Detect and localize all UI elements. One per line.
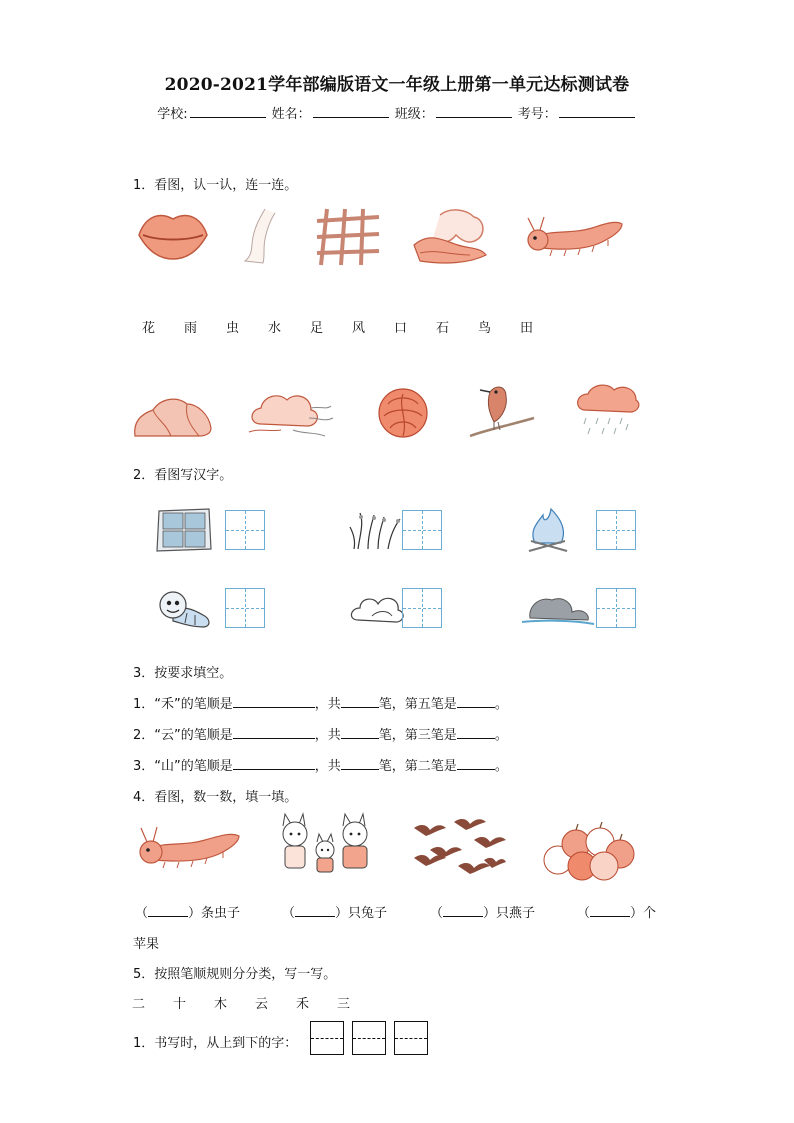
swallows-picture bbox=[408, 814, 508, 884]
wind-cloud-picture bbox=[245, 384, 335, 438]
q3-item-3-text: “山”的笔顺是 bbox=[154, 759, 233, 774]
q4-blank-caterpillar bbox=[135, 902, 240, 921]
q4-close-paren: ） bbox=[483, 906, 497, 921]
writing-grid-2[interactable] bbox=[402, 510, 442, 550]
writing-grid-4[interactable] bbox=[225, 588, 265, 628]
char-hua[interactable]: 花 bbox=[142, 321, 156, 336]
flower-picture bbox=[370, 384, 436, 442]
char-tian[interactable]: 田 bbox=[520, 321, 534, 336]
q3-item-2-number: 2． bbox=[133, 728, 155, 743]
q3-item-1-which: 第五笔是 bbox=[404, 697, 457, 712]
school-label: 学校: bbox=[157, 107, 188, 122]
q5-char-shi: 十 bbox=[173, 997, 187, 1012]
q3-item-2-count-text: ，共 bbox=[314, 728, 341, 743]
bird-picture bbox=[466, 378, 538, 440]
q5-char-he: 禾 bbox=[296, 997, 310, 1012]
student-info-row bbox=[0, 103, 794, 122]
page-title: 2020-2021学年部编版语文一年级上册第一单元达标测试卷 bbox=[164, 75, 630, 95]
stone-picture bbox=[522, 590, 594, 626]
question-5-heading: 5．按照笔顺规则分分类，写一写。 bbox=[133, 967, 337, 982]
q1-character-row bbox=[142, 317, 562, 336]
q3-item-3-unit: 笔， bbox=[378, 759, 405, 774]
q5-char-mu: 木 bbox=[214, 997, 228, 1012]
q4-caterpillar-label: 条虫子 bbox=[201, 906, 241, 921]
q3-item-1-stroke-blank[interactable] bbox=[457, 695, 495, 708]
number-label: 考号： bbox=[517, 107, 557, 122]
q3-item-2-unit: 笔， bbox=[378, 728, 405, 743]
q3-item-1-number: 1． bbox=[133, 697, 155, 712]
q4-blank-rabbit bbox=[282, 902, 387, 921]
question-3-heading: 3．按要求填空。 bbox=[133, 666, 233, 681]
q4-apple-blank[interactable] bbox=[590, 904, 630, 917]
q3-item-2-text: “云”的笔顺是 bbox=[154, 728, 233, 743]
name-blank[interactable] bbox=[313, 105, 389, 118]
q4-blank-swallow bbox=[430, 902, 535, 921]
q4-close-paren: ） bbox=[630, 906, 644, 921]
char-shui[interactable]: 水 bbox=[268, 321, 282, 336]
q4-close-paren: ） bbox=[335, 906, 349, 921]
q5-answer-box-2[interactable] bbox=[352, 1021, 386, 1055]
q4-open-paren: （ bbox=[135, 906, 149, 921]
q5-char-yun: 云 bbox=[255, 997, 269, 1012]
char-chong[interactable]: 虫 bbox=[226, 321, 240, 336]
q3-item-1-count-blank[interactable] bbox=[341, 695, 379, 708]
q3-item-2-order-blank[interactable] bbox=[233, 726, 315, 739]
class-label: 班级： bbox=[394, 107, 434, 122]
char-zu[interactable]: 足 bbox=[310, 321, 324, 336]
q4-close-paren: ） bbox=[188, 906, 202, 921]
char-kou[interactable]: 口 bbox=[394, 321, 408, 336]
char-yu[interactable]: 雨 bbox=[184, 321, 198, 336]
writing-grid-5[interactable] bbox=[402, 588, 442, 628]
leg-foot-picture bbox=[235, 205, 280, 267]
q4-swallow-label: 只燕子 bbox=[496, 906, 536, 921]
q3-item-1-count-text: ，共 bbox=[314, 697, 341, 712]
q5-char-san: 三 bbox=[337, 997, 351, 1012]
q3-item-2-stroke-blank[interactable] bbox=[457, 726, 495, 739]
q3-item-2-count-blank[interactable] bbox=[341, 726, 379, 739]
q4-apple-label: 个 bbox=[643, 906, 657, 921]
q3-item-1-order-blank[interactable] bbox=[233, 695, 315, 708]
question-1-heading: 1．看图，认一认，连一连。 bbox=[133, 178, 298, 193]
q3-item-1-unit: 笔， bbox=[378, 697, 405, 712]
q3-item-3-stroke-blank[interactable] bbox=[457, 757, 495, 770]
char-feng[interactable]: 风 bbox=[352, 321, 366, 336]
writing-grid-1[interactable] bbox=[225, 510, 265, 550]
rocks-picture bbox=[131, 388, 215, 440]
q3-item-3 bbox=[133, 755, 508, 774]
q4-wrap-text: 苹果 bbox=[133, 937, 160, 952]
q3-item-3-count-blank[interactable] bbox=[341, 757, 379, 770]
field-picture bbox=[153, 505, 215, 555]
q3-item-3-end: 。 bbox=[494, 759, 508, 774]
q4-swallow-blank[interactable] bbox=[443, 904, 483, 917]
q5-char-er: 二 bbox=[132, 997, 146, 1012]
q3-item-1-end: 。 bbox=[494, 697, 508, 712]
apples-picture bbox=[540, 820, 640, 882]
q4-blank-apple bbox=[577, 902, 656, 921]
class-blank[interactable] bbox=[436, 105, 512, 118]
cloud-picture bbox=[348, 588, 406, 628]
rice-plant-picture bbox=[350, 509, 404, 551]
q4-caterpillar-blank[interactable] bbox=[148, 904, 188, 917]
q3-item-2-which: 第三笔是 bbox=[404, 728, 457, 743]
q3-item-3-count-text: ，共 bbox=[314, 759, 341, 774]
q5-answer-box-1[interactable] bbox=[310, 1021, 344, 1055]
q4-open-paren: （ bbox=[577, 906, 591, 921]
char-niao[interactable]: 鸟 bbox=[478, 321, 492, 336]
lips-picture bbox=[135, 205, 211, 265]
q3-item-3-number: 3． bbox=[133, 759, 155, 774]
number-blank[interactable] bbox=[559, 105, 635, 118]
writing-grid-3[interactable] bbox=[596, 510, 636, 550]
q3-item-2-end: 。 bbox=[494, 728, 508, 743]
q4-open-paren: （ bbox=[430, 906, 444, 921]
q5-sub1-text: 1．书写时，从上到下的字： bbox=[133, 1036, 298, 1051]
q5-answer-box-3[interactable] bbox=[394, 1021, 428, 1055]
q3-item-3-order-blank[interactable] bbox=[233, 757, 315, 770]
q3-item-3-which: 第二笔是 bbox=[404, 759, 457, 774]
caterpillar-count-picture bbox=[135, 822, 243, 874]
q4-rabbit-blank[interactable] bbox=[295, 904, 335, 917]
question-2-heading: 2．看图写汉字。 bbox=[133, 468, 233, 483]
q3-item-1 bbox=[133, 693, 508, 712]
q3-item-2 bbox=[133, 724, 508, 743]
bug-picture bbox=[155, 585, 215, 629]
rain-cloud-picture bbox=[574, 380, 642, 442]
rabbits-picture bbox=[273, 812, 383, 880]
fire-picture bbox=[525, 505, 571, 555]
q4-open-paren: （ bbox=[282, 906, 296, 921]
name-label: 姓名： bbox=[271, 107, 311, 122]
q3-item-1-text: “禾”的笔顺是 bbox=[154, 697, 233, 712]
char-shi[interactable]: 石 bbox=[436, 321, 450, 336]
writing-grid-6[interactable] bbox=[596, 588, 636, 628]
field-grid-picture bbox=[313, 207, 383, 267]
water-wave-picture bbox=[410, 205, 490, 267]
question-4-heading: 4．看图，数一数，填一填。 bbox=[133, 790, 298, 805]
q5-character-row bbox=[132, 993, 378, 1012]
q4-rabbit-label: 只兔子 bbox=[348, 906, 388, 921]
school-blank[interactable] bbox=[190, 105, 266, 118]
caterpillar-picture bbox=[522, 212, 626, 260]
